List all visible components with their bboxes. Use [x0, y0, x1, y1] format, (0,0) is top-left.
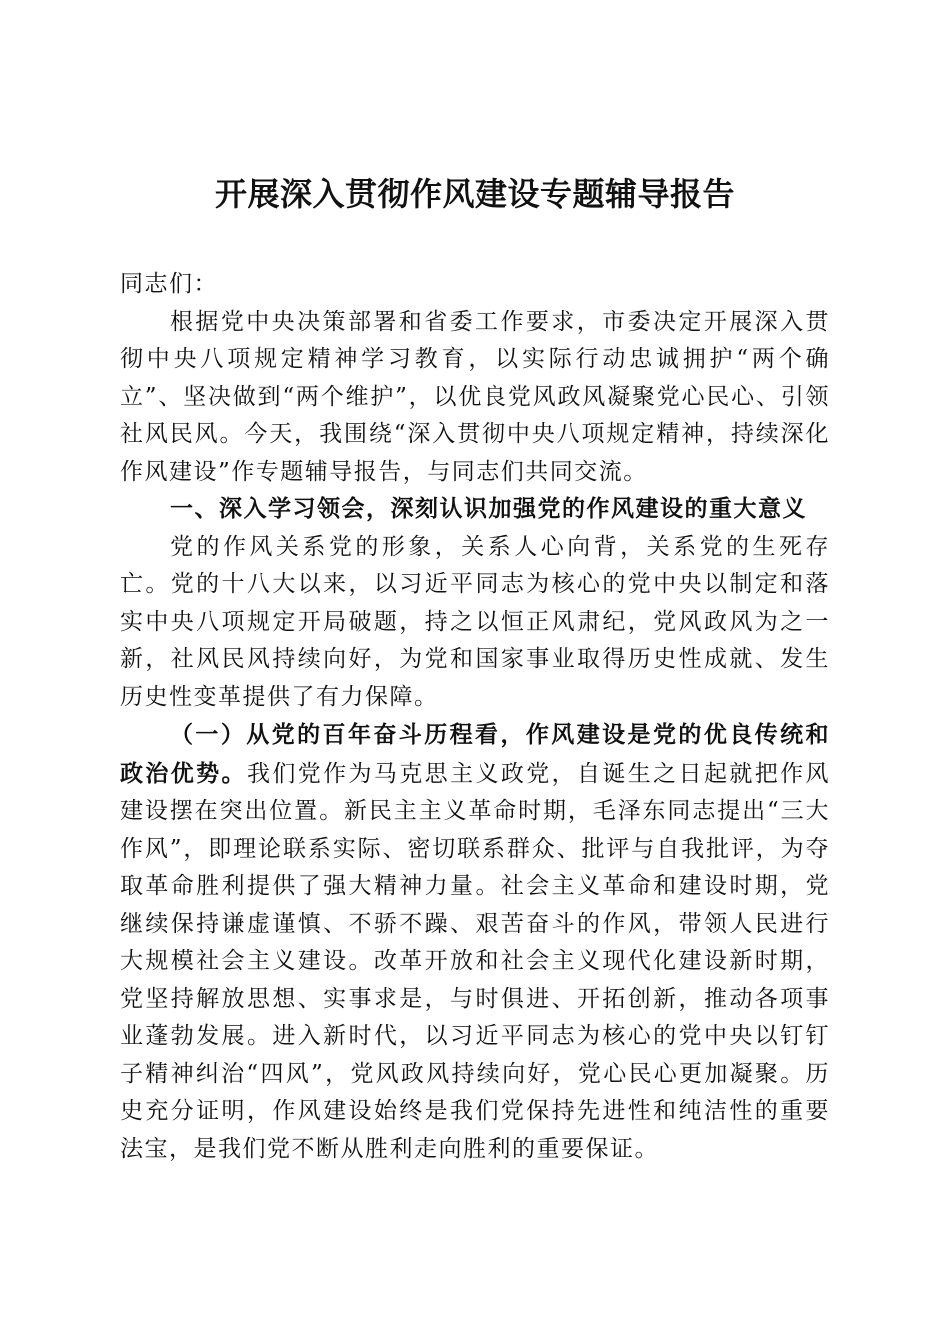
intro-paragraph: 根据党中央决策部署和省委工作要求，市委决定开展深入贯彻中央八项规定精神学习教育，以实际行动忠诚拥护“两个确立”、坚决做到“两个维护”，以优良党风政风凝聚党心民心、引领社风民风。今天，我围绕“深入贯彻中央八项规定精神，持续深化作风建设”作专题辅导报告，与同志们共同交流。 — [120, 308, 830, 485]
subsection-1-lead: （一）从党的百年奋斗历程看，作风建设是党的优良传统和政治优势。 — [120, 721, 830, 787]
document-body — [120, 266, 830, 1168]
salutation: 同志们： — [120, 271, 218, 297]
section-heading-1: 一、深入学习领会，深刻认识加强党的作风建设的重大意义 — [170, 496, 807, 522]
document-title: 开展深入贯彻作风建设专题辅导报告 — [214, 175, 735, 213]
subsection-1-text: 我们党作为马克思主义政党，自诞生之日起就把作风建设摆在突出位置。新民主主义革命时期，毛泽东同志提出“三大作风”，即理论联系实际、密切联系群众、批评与自我批评，为夺取革命胜利提供了强大精神力量。社会主义革命和建设时期，党继续保持谦虚谨慎、不骄不躁、艰苦奋斗的作风，带领人民进行大规模社会主义建设。改革开放和社会主义现代化建设新时期，党坚持解放思想、实事求是，与时俱进、开拓创新，推动各项事业蓬勃发展。进入新时代，以习近平同志为核心的党中央以钉钉子精神纠治“四风”，党风政风持续向好，党心民心更加凝聚。历史充分证明，作风建设始终是我们党保持先进性和纯洁性的重要法宝，是我们党不断从胜利走向胜利的重要保证。 — [120, 760, 831, 1162]
subsection-1-paragraph — [120, 716, 830, 1168]
section-1-paragraph: 党的作风关系党的形象，关系人心向背，关系党的生死存亡。党的十八大以来，以习近平同志为核心的党中央以制定和落实中央八项规定开局破题，持之以恒正风肃纪，党风政风为之一新，社风民风持续向好，为党和国家事业取得历史性成就、发生历史性变革提供了有力保障。 — [120, 533, 830, 710]
